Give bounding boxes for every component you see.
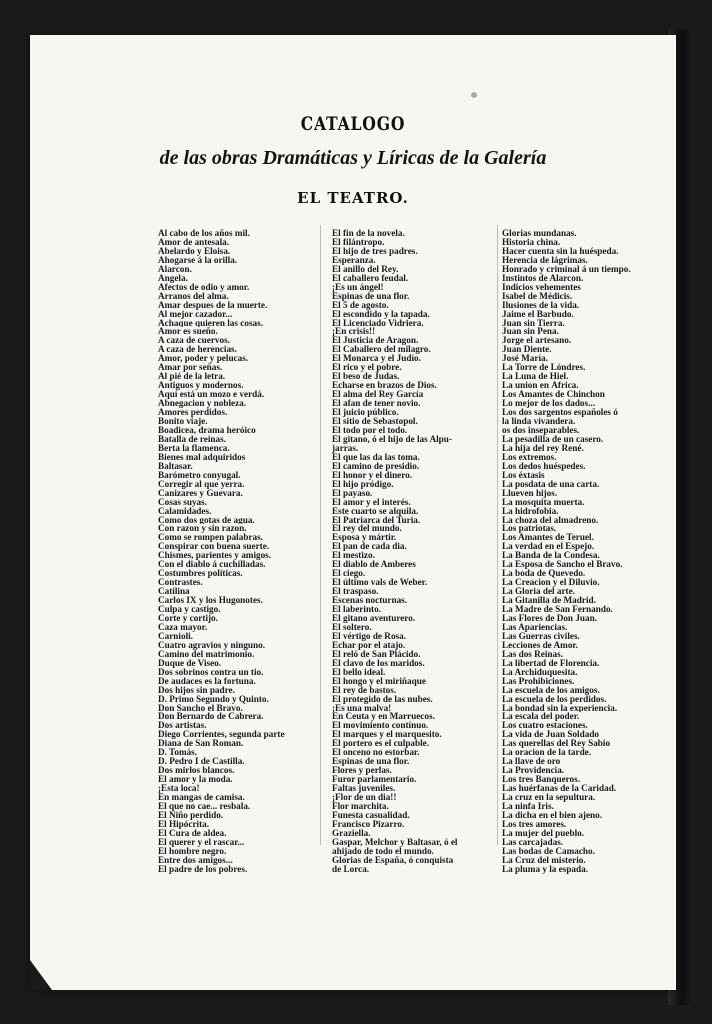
catalog-entry: El vértigo de Rosa.	[332, 631, 407, 641]
catalog-entry: El Caballero del milagro.	[332, 345, 431, 355]
catalog-entry: Echarse en brazos de Dios.	[332, 381, 437, 391]
column-divider	[497, 225, 498, 845]
catalog-entry: Los patriotas.	[502, 524, 557, 534]
catalog-entry: ¡Es una malva!	[332, 703, 392, 713]
catalog-entry: Al cabo de los años mil.	[158, 229, 250, 238]
catalog-entry: Las dos Reinas.	[502, 649, 564, 659]
catalog-entry: Espinas de una flor.	[332, 291, 410, 301]
catalog-entry: La Providencia.	[502, 766, 565, 776]
catalog-entry: Cuatro agravios y ninguno.	[158, 640, 266, 650]
catalog-entry: jarras.	[332, 443, 359, 453]
catalog-entry: Diego Corrientes, segunda parte	[158, 730, 285, 740]
catalog-entry: El bello ideal.	[332, 667, 386, 677]
catalog-entry: Los extremos.	[502, 452, 557, 462]
catalog-entry: Berta la flamenca.	[158, 443, 230, 453]
catalog-entry: El reló de San Plácido.	[332, 649, 421, 659]
catalog-entry: El anillo del Rey.	[332, 264, 399, 274]
catalog-entry: El portero es el culpable.	[332, 739, 430, 749]
catalog-entry: El afan de tener novio.	[332, 399, 421, 409]
catalog-entry: El todo por el todo.	[332, 425, 408, 435]
catalog-column-3	[502, 229, 654, 874]
catalog-entry: Los éxtasis	[502, 470, 545, 480]
catalog-entry: La boda de Quevedo.	[502, 569, 586, 579]
catalog-entry: El Licenciado Vidriera.	[332, 318, 424, 328]
catalog-entry: La pluma y la espada.	[502, 864, 589, 874]
catalog-entry: El padre de los pobres.	[158, 864, 248, 874]
catalog-entry: Duque de Viseo.	[158, 658, 222, 668]
catalog-entry: Achaque quieren las cosas.	[158, 318, 263, 328]
catalog-entry: Dos mirlos blancos.	[158, 766, 235, 776]
catalog-entry: El rey de bastos.	[332, 685, 397, 695]
catalog-entry: La mujer del pueblo.	[502, 828, 585, 838]
catalog-entry: Con el diablo á cuchilladas.	[158, 560, 266, 570]
catalog-entry: Corregir al que yerra.	[158, 479, 245, 489]
catalog-entry: Espinas de una flor.	[332, 757, 410, 767]
catalog-entry: Las Guerras civiles.	[502, 631, 580, 641]
catalog-entry: Al mejor cazador...	[158, 309, 233, 319]
catalog-entry: Funesta casualidad.	[332, 810, 410, 820]
catalog-entry: La Gitanilla de Madrid.	[502, 596, 596, 606]
catalog-entry: Gaspar, Melchor y Baltasar, ó el	[332, 837, 458, 847]
catalog-entry: El mestizo.	[332, 551, 375, 561]
catalog-entry: Baltasar.	[158, 461, 193, 471]
catalog-entry: ¡En crisis!!	[332, 327, 376, 337]
catalog-entry: Como se rompen palabras.	[158, 533, 263, 543]
catalog-entry: Los dos sargentos españoles ó	[502, 408, 618, 418]
catalog-entry: El beso de Judas.	[332, 372, 400, 382]
catalog-entry: El Hipócrita.	[158, 819, 210, 829]
catalog-entry: os dos inseparables.	[502, 425, 580, 435]
catalog-entry: El ciego.	[332, 569, 366, 579]
catalog-entry: Las huérfanas de la Caridad.	[502, 784, 617, 794]
catalog-entry: Las querellas del Rey Sabio	[502, 739, 611, 749]
catalog-entry: El traspaso.	[332, 587, 379, 597]
catalog-entry: El payaso.	[332, 488, 373, 498]
catalog-entry: La Creacion y el Diluvio.	[502, 578, 600, 588]
catalog-entry: En mangas de camisa.	[158, 793, 245, 802]
catalog-entry: Este cuarto se alquila.	[332, 506, 419, 516]
catalog-entry: La oracion de la tarde.	[502, 748, 592, 758]
catalog-entry: Con razon y sin razon.	[158, 524, 247, 534]
catalog-column-2	[332, 229, 492, 874]
catalog-entry: Los tres Banqueros.	[502, 775, 581, 785]
catalog-entry: El laberinto.	[332, 605, 382, 614]
catalog-entry: Furor parlamentario.	[332, 775, 417, 785]
catalog-entry: Conspirar con buena suerte.	[158, 542, 270, 552]
catalog-entry: Glorias de España, ó conquista	[332, 855, 454, 865]
catalog-entry: Escenas nocturnas.	[332, 596, 408, 606]
catalog-entry: Dos artistas.	[158, 721, 207, 731]
catalog-entry: El honor y el dinero.	[332, 470, 413, 480]
catalog-entry: Amor es sueño.	[158, 327, 218, 337]
catalog-entry: Las Flores de Don Juan.	[502, 613, 598, 623]
catalog-entry: La choza del almadreno.	[502, 515, 599, 525]
catalog-entry: Los cuatro estaciones.	[502, 721, 588, 731]
catalog-entry: La vida de Juan Soldado	[502, 730, 600, 740]
catalog-entry: La union en África.	[502, 381, 579, 391]
catalog-entry: Boadicea, drama heróico	[158, 425, 256, 435]
catalog-entry: Las bodas de Camacho.	[502, 846, 595, 856]
catalog-entry: La hija del rey René.	[502, 443, 584, 453]
catalog-entry: La escuela de los amigos.	[502, 685, 600, 695]
catalog-entry: El rico y el pobre.	[332, 363, 402, 373]
catalog-entry: La bondad sin la experiencia.	[502, 703, 618, 713]
catalog-entry: La Esposa de Sancho el Bravo.	[502, 560, 623, 570]
catalog-entry: Graziella.	[332, 828, 371, 838]
catalog-entry: La Madre de San Fernando.	[502, 605, 613, 614]
catalog-entry: Arranos del alma.	[158, 291, 229, 301]
catalog-entry: Ahogarse á la orilla.	[158, 255, 238, 265]
torn-corner	[30, 960, 52, 990]
catalog-entry: El Niño perdido.	[158, 810, 224, 820]
catalog-entry: Esposa y mártir.	[332, 533, 397, 543]
catalog-entry: Alarcon.	[158, 264, 192, 274]
catalog-entry: La posdata de una carta.	[502, 479, 600, 489]
catalog-entry: El último vals de Weber.	[332, 578, 428, 588]
catalog-entry: Las Apariencias.	[502, 622, 568, 632]
catalog-entry: La hidrofobia.	[502, 506, 559, 516]
catalog-entry: La Banda de la Condesa.	[502, 551, 600, 561]
catalog-entry: Cosas suyas.	[158, 497, 208, 507]
catalog-entry: El juicio público.	[332, 408, 399, 418]
catalog-entry: Juan sin Pena.	[502, 327, 559, 337]
catalog-entry: Historia china.	[502, 237, 561, 247]
catalog-entry: El Patriarca del Turia.	[332, 515, 421, 525]
catalog-entry: El clavo de los maridos.	[332, 658, 425, 668]
paper-speck	[471, 92, 477, 98]
catalog-entry: Amar por señas.	[158, 363, 223, 373]
catalog-entry: La cruz en la sepultura.	[502, 793, 596, 802]
catalog-entry: ¡Es un ángel!	[332, 282, 384, 292]
page-title: CATALOGO	[300, 113, 406, 135]
catalog-entry: Faltas juveniles.	[332, 784, 396, 794]
catalog-entry: Batalla de reinas.	[158, 434, 226, 444]
catalog-entry: El hijo pródigo.	[332, 479, 394, 489]
catalog-entry: El onceno no estorbar.	[332, 748, 420, 758]
catalog-entry: Antiguos y modernos.	[158, 381, 244, 391]
catalog-entry: Entre dos amigos...	[158, 855, 233, 865]
catalog-entry: Amar despues de la muerte.	[158, 300, 268, 310]
catalog-entry: Caza mayor.	[158, 622, 208, 632]
catalog-page	[30, 35, 676, 990]
catalog-entry: Abnegacion y nobleza.	[158, 399, 247, 409]
catalog-entry: Francisco Pizarro.	[332, 819, 405, 829]
catalog-entry: Camino del matrimonio.	[158, 649, 255, 659]
catalog-entry: La escuela de los perdidos.	[502, 694, 607, 704]
catalog-entry: El amor y la moda.	[158, 775, 233, 785]
catalog-entry: Jaime el Barbudo.	[502, 309, 574, 319]
catalog-entry: Flores y perlas.	[332, 766, 392, 776]
catalog-entry: Amor, poder y pelucas.	[158, 354, 249, 364]
catalog-entry: En Ceuta y en Marruecos.	[332, 712, 435, 722]
catalog-entry: El camino de presidio.	[332, 461, 420, 471]
catalog-entry: Don Sancho el Bravo.	[158, 703, 243, 713]
catalog-entry: ahijado de todo el mundo.	[332, 846, 434, 856]
catalog-entry: La Cruz del misterio.	[502, 855, 586, 865]
catalog-entry: Aquí está un mozo e verdá.	[158, 390, 265, 400]
catalog-entry: Carnioli.	[158, 631, 193, 641]
column-divider	[320, 225, 321, 845]
catalog-entry: Contrastes.	[158, 578, 203, 588]
catalog-entry: Instintos de Alarcon.	[502, 273, 584, 283]
catalog-entry: El hongo y el miriñaque	[332, 676, 426, 686]
catalog-entry: Carlos IX y los Hugonotes.	[158, 596, 263, 606]
catalog-entry: El rey del mundo.	[332, 524, 402, 534]
catalog-entry: La Luna de Hiel.	[502, 372, 569, 382]
catalog-entry: Afectos de odio y amor.	[158, 282, 250, 292]
catalog-entry: Los Amantes de Teruel.	[502, 533, 594, 543]
catalog-entry: El 5 de agosto.	[332, 300, 389, 310]
catalog-entry: Amores perdidos.	[158, 408, 228, 418]
catalog-entry: D. Pedro I de Castilla.	[158, 757, 245, 767]
catalog-entry: Hacer cuenta sin la huéspeda.	[502, 246, 619, 256]
catalog-entry: El alma del Rey García	[332, 390, 424, 400]
catalog-entry: Abelardo y Eloisa.	[158, 246, 231, 256]
catalog-entry: Flor marchita.	[332, 802, 389, 811]
catalog-entry: Al pié de la letra.	[158, 372, 226, 382]
catalog-entry: La libertad de Florencia.	[502, 658, 600, 668]
catalog-entry: Calamidades.	[158, 506, 212, 516]
catalog-entry: Chismes, parientes y amigos.	[158, 551, 272, 561]
catalog-entry: Herencia de lágrimas.	[502, 255, 588, 265]
catalog-entry: El amor y el interés.	[332, 497, 411, 507]
catalog-entry: Juan Diente.	[502, 345, 552, 355]
catalog-entry: El caballero feudal.	[332, 273, 409, 283]
catalog-entry: Lo mejor de los dados...	[502, 399, 595, 409]
catalog-entry: La dicha en el bien ajeno.	[502, 810, 603, 820]
catalog-entry: Lecciones de Amor.	[502, 640, 578, 650]
catalog-entry: Catilina	[158, 587, 190, 597]
catalog-entry: Bonito viaje.	[158, 417, 208, 426]
catalog-entry: Dos hijos sin padre.	[158, 685, 235, 695]
catalog-entry: Angela.	[158, 273, 188, 283]
catalog-entry: La Archiduquesita.	[502, 667, 578, 677]
catalog-entry: La Torre de Lóndres.	[502, 363, 586, 373]
catalog-entry: El movimiento contínuo.	[332, 721, 429, 731]
catalog-column-1	[158, 229, 313, 874]
catalog-entry: A caza de herencias.	[158, 345, 237, 355]
catalog-entry: La llave de oro	[502, 757, 561, 767]
catalog-entry: Los tres amores.	[502, 819, 567, 829]
catalog-entry: El escondido y la tapada.	[332, 309, 430, 319]
catalog-entry: El que no cae... resbala.	[158, 802, 251, 811]
catalog-entry: Como dos gotas de agua.	[158, 515, 255, 525]
catalog-entry: La escala del poder.	[502, 712, 580, 722]
catalog-entry: De audaces es la fortuna.	[158, 676, 256, 686]
catalog-entry: Dos sobrinos contra un tio.	[158, 667, 264, 677]
catalog-entry: Bienes mal adquiridos	[158, 452, 246, 462]
catalog-entry: Corte y cortijo.	[158, 613, 218, 623]
catalog-entry: Ilusiones de la vida.	[502, 300, 580, 310]
catalog-entry: ¡Esta loca!	[158, 784, 200, 794]
catalog-entry: ¡Flor de un dia!!	[332, 793, 397, 802]
catalog-entry: Echar por el atajo.	[332, 640, 406, 650]
catalog-entry: Los Amantes de Chinchon	[502, 390, 605, 400]
catalog-entry: de Lorca.	[332, 864, 370, 874]
catalog-entry: Esperanza.	[332, 255, 376, 265]
catalog-entry: El hijo de tres padres.	[332, 246, 418, 256]
catalog-entry: D. Tomás.	[158, 748, 198, 758]
catalog-entry: El sitio de Sebastopol.	[332, 417, 418, 426]
catalog-entry: El protegido de las nubes.	[332, 694, 433, 704]
catalog-entry: D. Primo Segundo y Quinto.	[158, 694, 269, 704]
catalog-entry: El pan de cada dia.	[332, 542, 407, 552]
catalog-entry: Honrado y criminal á un tiempo.	[502, 264, 631, 274]
catalog-entry: Don Bernardo de Cabrera.	[158, 712, 264, 722]
catalog-entry: El gitano, ó el hijo de las Alpu-	[332, 434, 452, 444]
section-heading: EL TEATRO.	[297, 189, 409, 207]
page-subtitle: de las obras Dramáticas y Líricas de la Galería	[159, 147, 547, 169]
catalog-entry: Juan sin Tierra.	[502, 318, 565, 328]
catalog-entry: El marques y el marquesito.	[332, 730, 442, 740]
catalog-entry: El Cura de aldea.	[158, 828, 227, 838]
catalog-entry: La Gloria del arte.	[502, 587, 575, 597]
catalog-entry: Culpa y castigo.	[158, 605, 221, 614]
catalog-entry: El diablo de Amberes	[332, 560, 416, 570]
catalog-entry: El soltero.	[332, 622, 372, 632]
catalog-entry: La verdad en el Espejo.	[502, 542, 595, 552]
catalog-entry: Barómetro conyugal.	[158, 470, 241, 480]
catalog-entry: A caza de cuervos.	[158, 336, 230, 346]
catalog-entry: El que las da las toma.	[332, 452, 420, 462]
catalog-entry: José María.	[502, 354, 548, 364]
catalog-entry: la linda vivandera.	[502, 417, 576, 426]
catalog-entry: La ninfa Iris.	[502, 802, 554, 811]
catalog-entry: Las Prohibiciones.	[502, 676, 575, 686]
catalog-entry: El querer y el rascar...	[158, 837, 245, 847]
catalog-entry: El hombre negro.	[158, 846, 227, 856]
catalog-entry: Los dedos huéspedes.	[502, 461, 586, 471]
catalog-entry: Costumbres políticas.	[158, 569, 243, 579]
catalog-entry: Jorge el artesano.	[502, 336, 572, 346]
catalog-entry: El fin de la novela.	[332, 229, 405, 238]
catalog-entry: Amor de antesala.	[158, 237, 230, 247]
catalog-entry: Glorias mundanas.	[502, 229, 577, 238]
catalog-entry: El Justicia de Aragon.	[332, 336, 419, 346]
catalog-entry: El Monarca y el Judío.	[332, 354, 421, 364]
catalog-entry: Las carcajadas.	[502, 837, 564, 847]
catalog-entry: Isabel de Médicis.	[502, 291, 573, 301]
catalog-entry: Diana de San Roman.	[158, 739, 244, 749]
catalog-entry: Llueven hijos.	[502, 488, 558, 498]
catalog-entry: Canizares y Guevara.	[158, 488, 243, 498]
catalog-entry: La pesadilla de un casero.	[502, 434, 604, 444]
catalog-entry: La mosquita muerta.	[502, 497, 585, 507]
catalog-entry: Indicios vehementes	[502, 282, 581, 292]
catalog-entry: El gitano aventurero.	[332, 613, 416, 623]
catalog-entry: El filántropo.	[332, 237, 385, 247]
